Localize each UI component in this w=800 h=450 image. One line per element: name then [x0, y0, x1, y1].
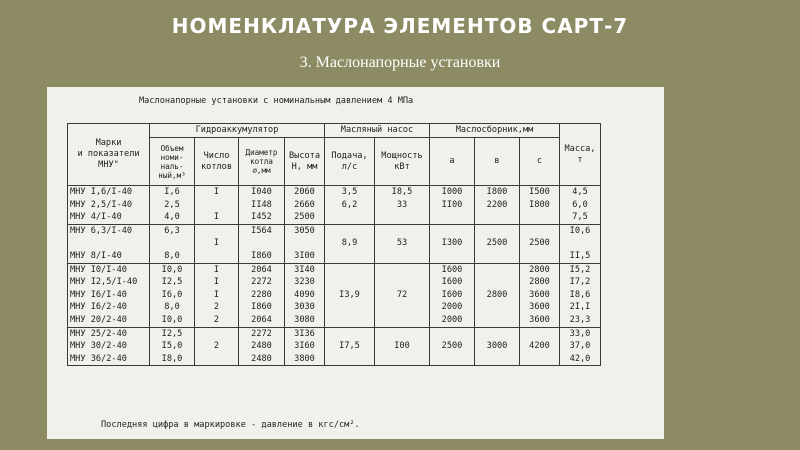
table-caption: Маслонапорные установки с номинальным давлением 4 МПа — [139, 96, 414, 106]
cell-line: МНУ 25/2-40 — [70, 328, 127, 339]
cell-line: 2272 — [251, 328, 272, 339]
header-power: Мощность кВт — [375, 138, 430, 186]
cell-line: II48 — [251, 199, 272, 210]
header-volume: Объем номи- наль- ный,м³ — [150, 138, 195, 186]
cell-height — [285, 263, 325, 327]
cell-line: МНУ I,6/I-40 — [70, 187, 133, 197]
cell-line — [197, 328, 236, 341]
cell-mass — [560, 186, 601, 225]
cell-line: 2660 — [294, 199, 315, 210]
cell-line: 2480 — [251, 341, 272, 352]
cell-power — [375, 224, 430, 263]
cell-line: I7,2 — [569, 277, 591, 288]
cell-line: 8,9 — [341, 238, 358, 249]
header-b: в — [475, 138, 520, 186]
cell-line: 53 — [396, 238, 408, 249]
cell-line — [327, 211, 372, 224]
cell-line: МНУ 2,5/I-40 — [70, 199, 133, 210]
cell-line: I040 — [251, 187, 272, 197]
cell-line — [432, 353, 472, 366]
cell-line: 2000 — [441, 314, 463, 325]
cell-line — [522, 353, 557, 366]
cell-line — [522, 328, 557, 341]
cell-line: 2I,I — [569, 302, 591, 313]
cell-line — [477, 211, 517, 224]
cell-line: I8,5 — [391, 187, 413, 197]
cell-line: I2,5 — [161, 328, 183, 339]
cell-marks — [68, 327, 150, 366]
cell-line — [327, 328, 372, 341]
cell-line — [432, 250, 472, 263]
cell-power — [375, 186, 430, 225]
cell-line: МНУ 4/I-40 — [70, 212, 122, 223]
cell-line: 72 — [396, 289, 408, 300]
cell-line: 4200 — [529, 341, 550, 352]
cell-line: I564 — [251, 225, 272, 236]
cell-line: 3,5 — [341, 187, 358, 197]
cell-line: 3600 — [529, 302, 550, 313]
cell-line: II,5 — [569, 250, 591, 261]
cell-line: I — [213, 289, 220, 300]
cell-line: 2500 — [441, 341, 463, 352]
cell-line: 2800 — [529, 277, 550, 288]
cell-line: 33,0 — [569, 328, 591, 339]
cell-c — [520, 263, 560, 327]
table-row-group — [68, 186, 601, 225]
cell-power — [375, 263, 430, 327]
cell-diameter — [239, 224, 285, 263]
cell-line: 4,5 — [572, 187, 588, 197]
cell-line — [197, 199, 236, 212]
cell-line — [477, 264, 517, 277]
cell-line — [197, 225, 236, 238]
cell-line: I5,2 — [569, 264, 591, 275]
cell-b — [475, 224, 520, 263]
cell-line: 6,3 — [164, 225, 180, 236]
cell-line — [327, 301, 372, 314]
cell-line: 2800 — [529, 264, 550, 275]
cell-line — [287, 237, 322, 250]
cell-volume — [150, 263, 195, 327]
cell-count — [195, 327, 239, 366]
header-collector-group: Маслосборник,мм — [430, 124, 560, 138]
cell-line: 3000 — [486, 341, 508, 352]
cell-line: 3600 — [529, 289, 550, 300]
cell-b — [475, 327, 520, 366]
cell-line: 2500 — [486, 238, 508, 249]
cell-line: 3800 — [294, 353, 315, 364]
cell-marks — [68, 224, 150, 263]
cell-line: I0,6 — [569, 225, 591, 236]
cell-line: 23,3 — [569, 314, 591, 325]
cell-b — [475, 263, 520, 327]
cell-line: 2 — [213, 302, 220, 313]
cell-line: 3I00 — [294, 250, 315, 261]
cell-line — [327, 264, 372, 277]
cell-marks — [68, 263, 150, 327]
cell-flow — [325, 327, 375, 366]
cell-line: I6,0 — [161, 289, 183, 300]
cell-line: I800 — [486, 187, 508, 197]
cell-line: 3600 — [529, 314, 550, 325]
cell-line: 3I60 — [294, 341, 315, 352]
cell-line — [522, 225, 557, 238]
cell-line: 6,0 — [572, 199, 588, 210]
cell-line: I8,0 — [161, 353, 183, 364]
cell-line: I860 — [251, 302, 272, 313]
cell-line: I — [213, 277, 220, 288]
cell-c — [520, 224, 560, 263]
cell-mass — [560, 263, 601, 327]
cell-line — [562, 237, 598, 250]
cell-line: 2000 — [441, 302, 463, 313]
cell-line: МНУ I2,5/I-40 — [70, 277, 138, 288]
cell-line: I5,0 — [161, 341, 183, 352]
cell-line: I860 — [251, 250, 272, 261]
cell-line: 2500 — [294, 212, 315, 223]
cell-line — [477, 353, 517, 366]
cell-count — [195, 224, 239, 263]
table-footnote: Последняя цифра в маркировке - давление в кгс/см². — [101, 420, 360, 430]
cell-line: 2200 — [486, 199, 508, 210]
header-height: Высота Н, мм — [285, 138, 325, 186]
cell-line — [70, 237, 147, 250]
cell-line — [522, 250, 557, 263]
cell-line: I000 — [441, 187, 463, 197]
cell-line: II00 — [441, 199, 463, 210]
cell-line: 4,0 — [164, 212, 180, 223]
cell-line: I0,0 — [161, 264, 183, 275]
cell-line: I500 — [529, 187, 550, 197]
cell-line: МНУ I0/I-40 — [70, 264, 127, 275]
cell-line: 8,0 — [164, 302, 180, 313]
cell-line: 2064 — [251, 264, 272, 275]
cell-volume — [150, 186, 195, 225]
cell-line: I0,0 — [161, 314, 183, 325]
cell-line: МНУ 30/2-40 — [70, 341, 127, 352]
cell-line: I300 — [441, 238, 463, 249]
slide-title: НОМЕНКЛАТУРА ЭЛЕМЕНТОВ САРТ-7 — [171, 14, 629, 38]
cell-a — [430, 263, 475, 327]
cell-c — [520, 186, 560, 225]
cell-line — [327, 353, 372, 366]
cell-line — [327, 276, 372, 289]
cell-c — [520, 327, 560, 366]
cell-volume — [150, 327, 195, 366]
cell-line: 2,5 — [164, 199, 180, 210]
cell-line: 37,0 — [569, 341, 591, 352]
cell-height — [285, 186, 325, 225]
cell-line — [377, 328, 427, 341]
cell-count — [195, 263, 239, 327]
cell-line — [377, 314, 427, 327]
cell-line — [432, 225, 472, 238]
cell-count — [195, 186, 239, 225]
cell-power — [375, 327, 430, 366]
cell-line: I7,5 — [339, 341, 360, 352]
cell-line — [377, 211, 427, 224]
cell-line — [327, 314, 372, 327]
mnu-spec-table — [67, 123, 601, 366]
cell-line: 2280 — [251, 289, 272, 300]
cell-line: 3030 — [294, 302, 315, 313]
cell-line: 3I36 — [294, 328, 315, 339]
cell-line — [477, 328, 517, 341]
cell-line: МНУ 20/2-40 — [70, 314, 127, 325]
cell-flow — [325, 186, 375, 225]
cell-line — [197, 250, 236, 263]
table-row-group — [68, 224, 601, 263]
cell-marks — [68, 186, 150, 225]
cell-height — [285, 327, 325, 366]
cell-line — [377, 250, 427, 263]
cell-line: I — [213, 264, 220, 275]
cell-line: 3050 — [294, 225, 315, 236]
cell-line — [152, 237, 192, 250]
cell-line: 3I40 — [294, 264, 315, 275]
header-pump-group: Масляный насос — [325, 124, 430, 138]
cell-line — [377, 276, 427, 289]
cell-line: 2500 — [529, 238, 550, 249]
cell-line: 3230 — [294, 277, 315, 288]
cell-a — [430, 224, 475, 263]
cell-line — [377, 264, 427, 277]
cell-line — [432, 211, 472, 224]
cell-line: 2064 — [251, 314, 272, 325]
header-hydro-group: Гидроаккумулятор — [150, 124, 325, 138]
cell-flow — [325, 263, 375, 327]
cell-line: I8,6 — [569, 289, 591, 300]
cell-diameter — [239, 263, 285, 327]
cell-line: МНУ I6/I-40 — [70, 289, 127, 300]
cell-mass — [560, 224, 601, 263]
slide-subtitle: 3. Маслонапорные установки — [299, 54, 501, 71]
cell-line — [327, 250, 372, 263]
header-a: а — [430, 138, 475, 186]
header-mass: Масса, т — [560, 124, 601, 186]
cell-line: I452 — [251, 212, 272, 223]
cell-line: I00 — [394, 341, 410, 352]
cell-line: I — [213, 187, 220, 197]
cell-line: I3,9 — [339, 289, 360, 300]
cell-line: 2 — [213, 341, 220, 352]
cell-line: I — [213, 238, 220, 249]
cell-mass — [560, 327, 601, 366]
cell-line: 7,5 — [572, 212, 588, 223]
cell-volume — [150, 224, 195, 263]
cell-height — [285, 224, 325, 263]
cell-line: 6,2 — [341, 199, 358, 210]
cell-line — [477, 301, 517, 314]
cell-line: 33 — [396, 199, 408, 210]
cell-line — [377, 225, 427, 238]
header-c: с — [520, 138, 560, 186]
cell-diameter — [239, 186, 285, 225]
cell-line — [377, 353, 427, 366]
cell-line: I600 — [441, 289, 463, 300]
cell-line: I800 — [529, 199, 550, 210]
cell-line — [477, 250, 517, 263]
cell-a — [430, 327, 475, 366]
cell-line: МНУ 36/2-40 — [70, 353, 127, 364]
cell-line — [241, 237, 282, 250]
cell-line — [327, 225, 372, 238]
cell-line — [477, 225, 517, 238]
cell-line — [197, 353, 236, 366]
header-marks: Марки и показатели МНУ" — [68, 124, 150, 186]
cell-line: 2272 — [251, 277, 272, 288]
cell-line: 2 — [213, 314, 220, 325]
table-row-group — [68, 263, 601, 327]
header-flow: Подача, л/с — [325, 138, 375, 186]
cell-line: МНУ 8/I-40 — [70, 250, 122, 261]
cell-line: I2,5 — [161, 277, 183, 288]
scanned-table-document — [47, 87, 664, 439]
cell-line: 2480 — [251, 353, 272, 364]
cell-line: МНУ 6,3/I-40 — [70, 225, 133, 236]
cell-line: 4090 — [294, 289, 315, 300]
header-diameter: Диаметр котла ⌀,мм — [239, 138, 285, 186]
cell-line — [432, 328, 472, 341]
cell-diameter — [239, 327, 285, 366]
cell-line: I — [213, 212, 220, 223]
cell-line: МНУ I6/2-40 — [70, 302, 127, 313]
cell-flow — [325, 224, 375, 263]
cell-line: 2060 — [294, 187, 315, 197]
cell-line: 3080 — [294, 314, 315, 325]
cell-line — [522, 211, 557, 224]
cell-line: 42,0 — [569, 353, 591, 364]
table-body — [68, 186, 601, 366]
cell-line — [477, 314, 517, 327]
cell-line: I600 — [441, 264, 463, 275]
cell-line — [377, 301, 427, 314]
cell-b — [475, 186, 520, 225]
cell-line: 8,0 — [164, 250, 180, 261]
header-count: Число котлов — [195, 138, 239, 186]
cell-line: I600 — [441, 277, 463, 288]
cell-line: 2800 — [486, 289, 508, 300]
cell-line: I,6 — [164, 187, 180, 197]
cell-line — [477, 276, 517, 289]
table-row-group — [68, 327, 601, 366]
cell-a — [430, 186, 475, 225]
